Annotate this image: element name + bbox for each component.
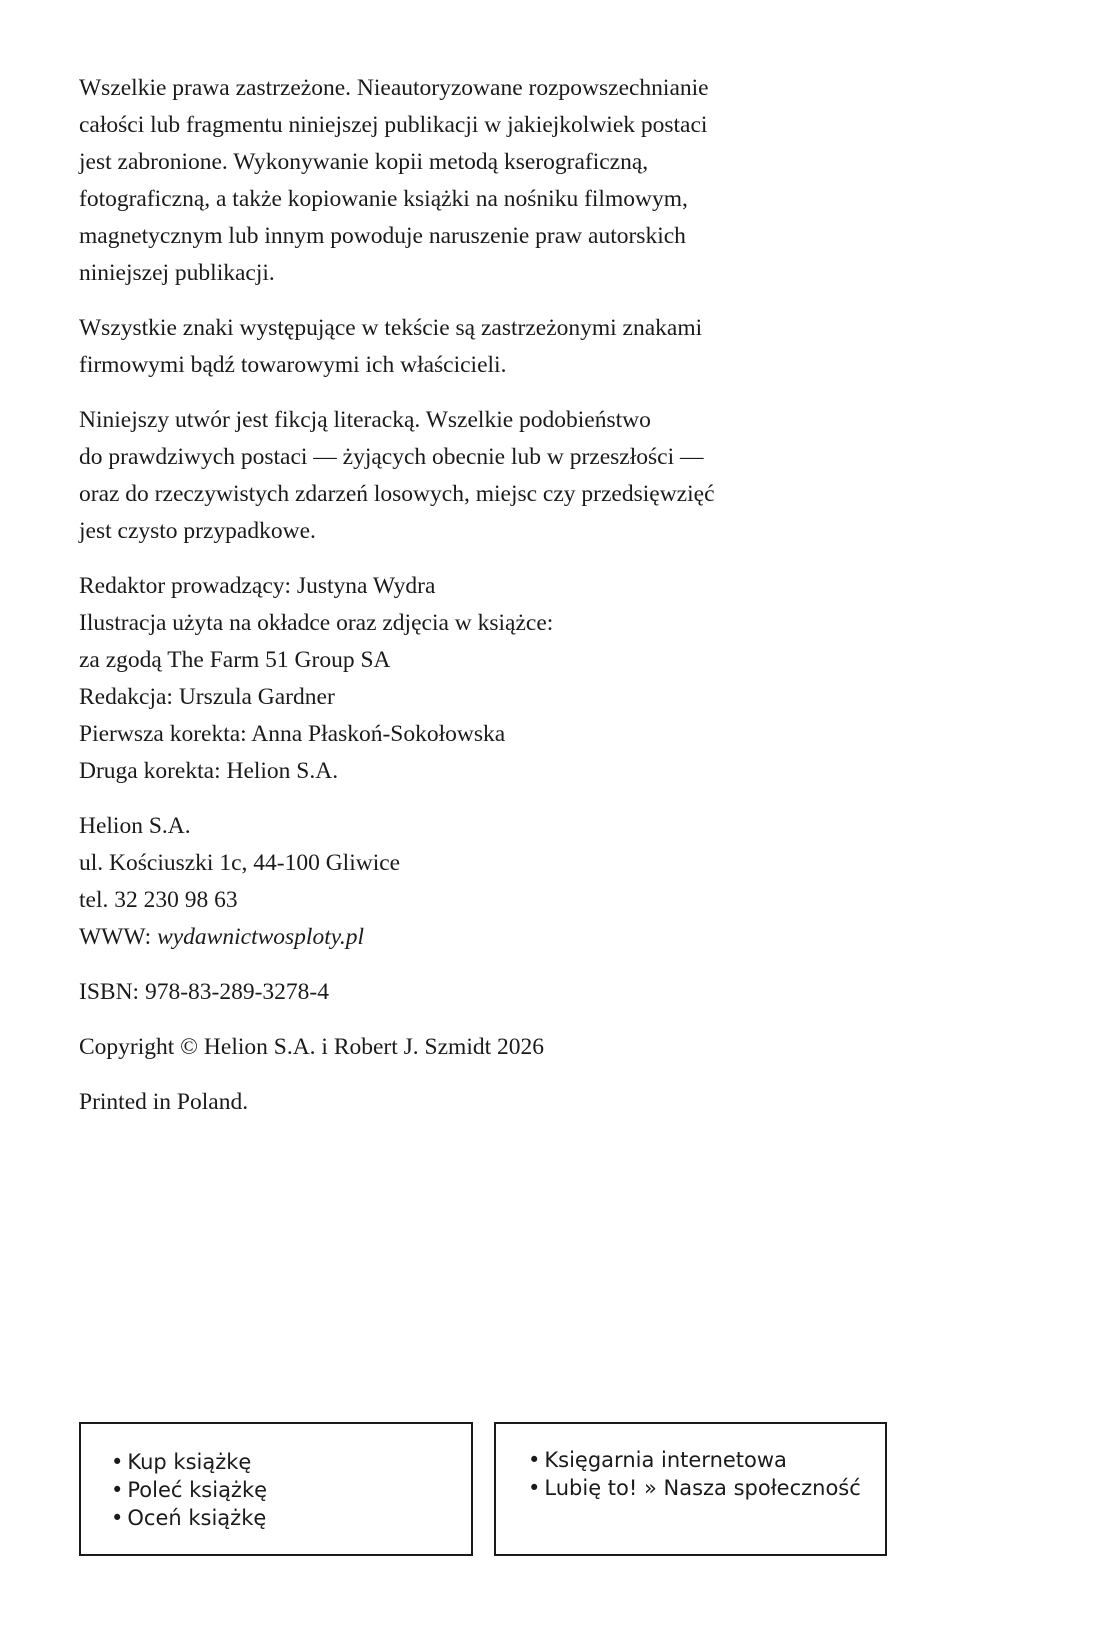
- bullet-icon: •: [111, 1478, 124, 1502]
- link-label: Oceń książkę: [127, 1506, 267, 1530]
- fiction-line: Niniejszy utwór jest fikcją literacką. Wszelkie podobieństwo: [79, 407, 651, 433]
- credit-line: za zgodą The Farm 51 Group SA: [79, 647, 391, 673]
- rate-book-link[interactable]: [111, 1504, 471, 1532]
- fiction-line: oraz do rzeczywistych zdarzeń losowych, miejsc czy przedsięwzięć: [79, 481, 715, 507]
- rights-paragraph: [79, 70, 839, 292]
- rights-line: jest zabronione. Wykonywanie kopii metodą kserograficzną,: [79, 149, 649, 175]
- publisher-www: [79, 919, 839, 956]
- rights-line: magnetycznym lub innym powoduje naruszenie praw autorskich: [79, 223, 686, 249]
- trademarks-line: firmowymi bądź towarowymi ich właścicieli.: [79, 352, 507, 378]
- rights-line: Wszelkie prawa zastrzeżone. Nieautoryzowane rozpowszechnianie: [79, 75, 709, 101]
- www-link[interactable]: wydawnictwosploty.pl: [157, 924, 365, 950]
- rights-line: całości lub fragmentu niniejszej publikacji w jakiejkolwiek postaci: [79, 112, 708, 138]
- publisher-block: [79, 808, 839, 956]
- trademarks-line: Wszystkie znaki występujące w tekście są zastrzeżonymi znakami: [79, 315, 703, 341]
- link-label: Kup książkę: [127, 1450, 252, 1474]
- link-label: Poleć książkę: [127, 1478, 268, 1502]
- online-bookstore-link[interactable]: [528, 1446, 885, 1474]
- bullet-icon: •: [111, 1450, 124, 1474]
- credits-paragraph: [79, 568, 839, 790]
- copyright-paragraph: [79, 1029, 839, 1066]
- fiction-line: jest czysto przypadkowe.: [79, 518, 316, 544]
- copyright-page: [79, 70, 839, 1139]
- credit-line: Pierwsza korekta: Anna Płaskoń-Sokołowska: [79, 721, 506, 747]
- printed-paragraph: [79, 1084, 839, 1121]
- credit-line: Druga korekta: Helion S.A.: [79, 758, 339, 784]
- credit-line: Ilustracja użyta na okładce oraz zdjęcia w książce:: [79, 610, 554, 636]
- credit-line: Redaktor prowadzący: Justyna Wydra: [79, 573, 436, 599]
- rights-line: niniejszej publikacji.: [79, 260, 275, 286]
- rights-line: fotograficzną, a także kopiowanie książki na nośniku filmowym,: [79, 186, 688, 212]
- publisher-name: Helion S.A.: [79, 813, 191, 839]
- buy-book-link[interactable]: [111, 1448, 471, 1476]
- recommend-book-link[interactable]: [111, 1476, 471, 1504]
- www-label: WWW:: [79, 924, 152, 950]
- bullet-icon: •: [528, 1476, 541, 1500]
- isbn-paragraph: [79, 974, 839, 1011]
- link-label: Lubię to! » Nasza społeczność: [544, 1476, 861, 1500]
- bullet-icon: •: [111, 1506, 124, 1530]
- fiction-paragraph: [79, 402, 839, 550]
- trademarks-paragraph: [79, 310, 839, 384]
- fiction-line: do prawdziwych postaci — żyjących obecnie lub w przeszłości —: [79, 444, 704, 470]
- isbn-text: ISBN: 978-83-289-3278-4: [79, 979, 329, 1005]
- community-link[interactable]: [528, 1474, 885, 1502]
- copyright-text: Copyright © Helion S.A. i Robert J. Szmidt 2026: [79, 1034, 545, 1060]
- book-actions-box: [79, 1422, 473, 1556]
- publisher-phone: tel. 32 230 98 63: [79, 887, 238, 913]
- publisher-address: ul. Kościuszki 1c, 44-100 Gliwice: [79, 850, 401, 876]
- bullet-icon: •: [528, 1448, 541, 1472]
- link-label: Księgarnia internetowa: [544, 1448, 787, 1472]
- credit-line: Redakcja: Urszula Gardner: [79, 684, 335, 710]
- printed-text: Printed in Poland.: [79, 1089, 249, 1115]
- store-links-box: [494, 1422, 887, 1556]
